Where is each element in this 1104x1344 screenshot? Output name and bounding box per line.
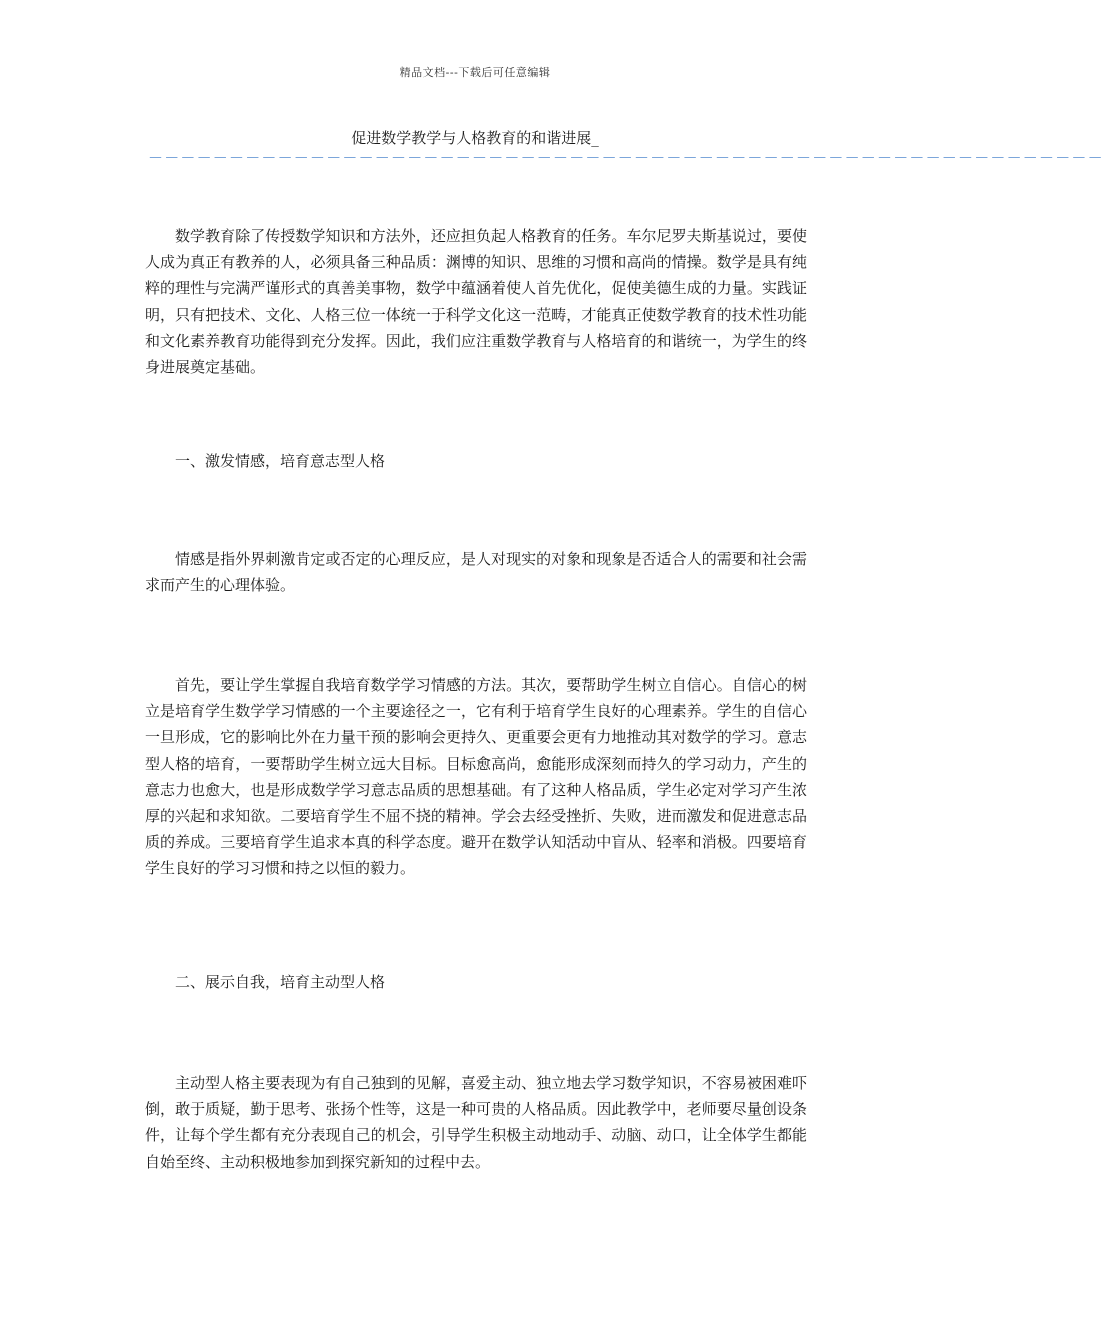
active-personality-paragraph: 主动型人格主要表现为有自己独到的见解，喜爱主动、独立地去学习数学知识，不容易被困难吓倒，敢于质疑，勤于思考、张扬个性等，这是一种可贵的人格品质。因此教学中，老师要尽量创设条件，让每个学生都有充分表现自己的机会，引导学生积极主动地动手、动脑、动口，让全体学生都能自始至终、主动积极地参加到探究新知的过程中去。 xyxy=(145,1074,807,1171)
header-note: 精品文档---下载后可任意编辑 xyxy=(399,66,551,79)
firstly-paragraph: 首先，要让学生掌握自我培育数学学习情感的方法。其次，要帮助学生树立自信心。自信心的树立是培育学生数学学习情感的一个主要途径之一，它有利于培育学生良好的心理素养。学生的自信心一旦形成，它的影响比外在力量干预的影响会更持久、更重要会更有力地推动其对数学的学习。意志型人格的培育，一要帮助学生树立远大目标。目标愈高尚，愈能形成深刻而持久的学习动力，产生的意志力也愈大，也是形成数学学习意志品质的思想基础。有了这种人格品质，学生必定对学习产生浓厚的兴起和求知欲。二要培育学生不屈不挠的精神。学会去经受挫折、失败，进而激发和促进意志品质的养成。三要培育学生追求本真的科学态度。避开在数学认知活动中盲从、轻率和消极。四要培育学生良好的学习习惯和持之以恒的毅力。 xyxy=(145,676,807,878)
section-heading-2: 二、展示自我，培育主动型人格 xyxy=(175,973,386,991)
document-title: 促进数学教学与人格教育的和谐进展_ xyxy=(351,129,599,147)
emotion-paragraph: 情感是指外界刺激肯定或否定的心理反应，是人对现实的对象和现象是否适合人的需要和社会需求而产生的心理体验。 xyxy=(145,550,807,595)
title-dash-rule: －－－－－－－－－－－－－－－－－－－－－－－－－－－－－－－－－－－－－－－－－－－－－－－－－－－－－－－－－－－ xyxy=(148,149,1104,167)
section-heading-1: 一、激发情感，培育意志型人格 xyxy=(175,452,386,470)
intro-paragraph: 数学教育除了传授数学知识和方法外，还应担负起人格教育的任务。车尔尼罗夫斯基说过，要使人成为真正有教养的人，必须具备三种品质：渊博的知识、思维的习惯和高尚的情操。数学是具有纯粹的理性与完满严谨形式的真善美事物，数学中蕴涵着使人首先优化，促使美德生成的力量。实践证明，只有把技术、文化、人格三位一体统一于科学文化这一范畴，才能真正使数学教育的技术性功能和文化素养教育功能得到充分发挥。因此，我们应注重数学教育与人格培育的和谐统一，为学生的终身进展奠定基础。 xyxy=(145,227,807,377)
